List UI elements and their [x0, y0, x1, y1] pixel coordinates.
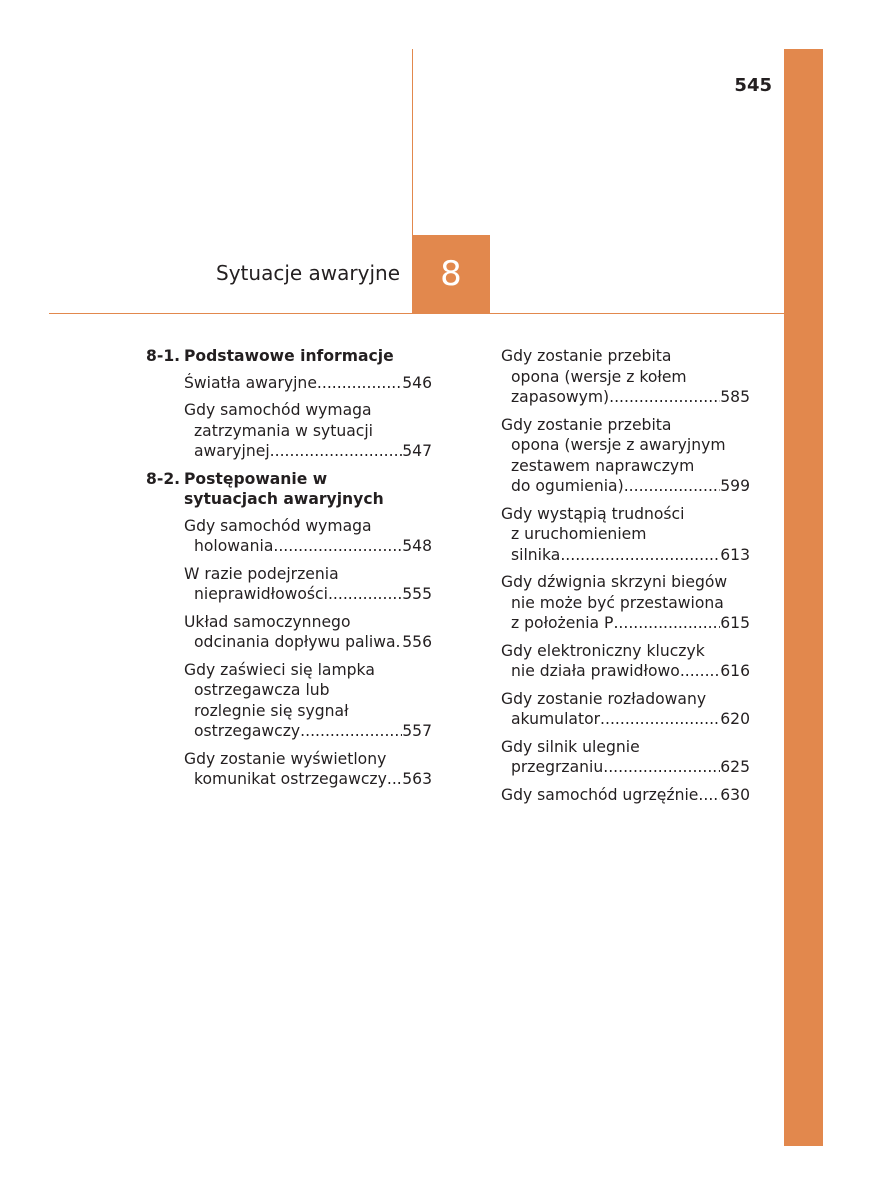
toc-entry-line: Gdy wystąpią trudności — [501, 504, 685, 523]
toc-entry-text: Gdy samochód ugrzęźnie — [501, 785, 699, 804]
toc-page-number: 546 — [402, 373, 432, 392]
toc-entry[interactable] — [501, 737, 750, 778]
toc-entry-line: Gdy zostanie przebita — [501, 415, 672, 434]
toc-entry-text: do ogumienia) — [511, 477, 624, 495]
toc-entry-line: rozlegnie się sygnał — [194, 701, 349, 720]
toc-entry-line: zestawem naprawczym — [511, 456, 695, 475]
toc-entry-text: akumulator — [511, 710, 601, 728]
toc-entry-line: opona (wersje z kołem — [511, 367, 687, 386]
chapter-number-box — [412, 235, 490, 313]
toc-entry-text: silnika — [511, 545, 561, 564]
toc-page-number: 620 — [720, 710, 750, 728]
chapter-title: Sytuacje awaryjne — [216, 261, 400, 285]
toc-entry-line: W razie podejrzenia — [184, 564, 339, 583]
toc-entry-last-line — [184, 769, 432, 790]
dot-leader — [609, 387, 720, 408]
toc-entry-line: z uruchomieniem — [511, 525, 647, 543]
toc-entry-line: Układ samoczynnego — [184, 612, 351, 631]
toc-page-number: 585 — [720, 388, 750, 406]
dot-leader — [603, 757, 720, 778]
toc-entry-last-line — [184, 536, 432, 557]
toc-entry-text: odcinania dopływu paliwa — [194, 633, 396, 651]
section-number: 8-1. — [146, 347, 181, 365]
toc-page-number: 555 — [402, 585, 432, 603]
toc-entry-last-line — [501, 661, 750, 682]
toc-entry[interactable] — [501, 572, 750, 634]
chapter-number: 8 — [440, 254, 462, 294]
dot-leader — [600, 709, 720, 730]
toc-entry-line: nie może być przestawiona — [511, 593, 724, 612]
toc-entry-text: holowania — [194, 537, 274, 555]
toc-entry[interactable] — [501, 415, 750, 497]
dot-leader — [387, 769, 402, 790]
toc-entry-line: Gdy elektroniczny kluczyk — [501, 641, 705, 660]
toc-entry-text: komunikat ostrzegawczy — [194, 770, 387, 788]
toc-entry[interactable] — [501, 689, 750, 730]
toc-entry-text: ostrzegawczy — [194, 722, 301, 740]
toc-entry[interactable] — [184, 660, 432, 742]
toc-page-number: 563 — [402, 770, 432, 788]
toc-entry-text: Światła awaryjne — [184, 373, 317, 392]
toc-entry-text: z położenia P — [511, 614, 614, 632]
toc-entry-last-line — [501, 785, 750, 806]
toc-entry[interactable] — [184, 400, 432, 462]
toc-left-column — [146, 346, 432, 797]
dot-leader — [698, 785, 720, 806]
toc-section-heading — [146, 346, 432, 367]
dot-leader — [680, 661, 720, 682]
toc-entry-text: zapasowym) — [511, 388, 610, 406]
toc-page-number: 615 — [720, 614, 750, 632]
toc-entry-text: przegrzaniu — [511, 758, 604, 776]
toc-entry-line: opona (wersje z awaryjnym — [511, 436, 726, 454]
toc-page-number: 547 — [402, 442, 432, 460]
toc-right-column — [501, 346, 750, 812]
section-title: Postępowanie w sytuacjach awaryjnych — [184, 469, 384, 508]
toc-entry-line: Gdy dźwignia skrzyni biegów — [501, 573, 728, 591]
dot-leader — [317, 373, 402, 394]
toc-entry-last-line — [501, 613, 750, 634]
toc-entry-line: Gdy zaświeci się lampka — [184, 660, 375, 679]
toc-entry-text: awaryjnej — [194, 442, 270, 460]
dot-leader — [624, 476, 721, 497]
toc-page-number: 616 — [720, 662, 750, 680]
dot-leader — [300, 721, 402, 742]
toc-entry[interactable] — [501, 504, 750, 566]
toc-entry-line: Gdy samochód wymaga — [184, 516, 372, 535]
toc-entry-last-line — [501, 387, 750, 408]
toc-section-heading — [146, 469, 432, 510]
dot-leader — [270, 441, 403, 462]
dot-leader — [328, 584, 402, 605]
toc-entry[interactable] — [501, 346, 750, 408]
toc-page-number: 613 — [720, 545, 750, 564]
toc-entry-last-line — [184, 721, 432, 742]
toc-entry-line: ostrzegawcza lub — [194, 681, 330, 699]
toc-entry-line: Gdy silnik ulegnie — [501, 737, 640, 756]
toc-page-number: 557 — [402, 722, 432, 740]
toc-entry-line: Gdy zostanie przebita — [501, 347, 672, 365]
section-number: 8-2. — [146, 469, 181, 488]
toc-entry[interactable] — [184, 749, 432, 790]
toc-entry[interactable] — [184, 564, 432, 605]
toc-entry-last-line — [184, 441, 432, 462]
toc-page-number: 625 — [720, 758, 750, 776]
toc-entry-last-line — [501, 545, 750, 566]
toc-entry-line: Gdy samochód wymaga — [184, 401, 372, 419]
toc-entry-text: nieprawidłowości — [194, 585, 328, 603]
toc-page-number: 630 — [720, 785, 750, 804]
toc-entry-last-line — [501, 757, 750, 778]
page-number: 545 — [734, 75, 772, 96]
toc-page-number: 599 — [720, 477, 750, 495]
toc-entry-line: Gdy zostanie wyświetlony — [184, 749, 387, 768]
dot-leader — [396, 632, 403, 653]
toc-entry-text: nie działa prawidłowo — [511, 662, 680, 680]
toc-entry-last-line — [501, 476, 750, 497]
toc-entry[interactable] — [501, 641, 750, 682]
dot-leader — [273, 536, 402, 557]
toc-entry[interactable] — [184, 612, 432, 653]
toc-entry-line: Gdy zostanie rozładowany — [501, 689, 707, 708]
section-title: Podstawowe informacje — [184, 347, 394, 365]
toc-entry[interactable] — [184, 373, 432, 394]
toc-entry-last-line — [501, 709, 750, 730]
toc-entry-last-line — [184, 632, 432, 653]
dot-leader — [560, 545, 720, 566]
toc-page-number: 556 — [402, 633, 432, 651]
toc-entry-last-line — [184, 584, 432, 605]
horizontal-rule — [49, 313, 784, 314]
dot-leader — [613, 613, 720, 634]
chapter-thumb-tab — [784, 49, 823, 1146]
toc-entry[interactable] — [501, 785, 750, 806]
toc-entry[interactable] — [184, 516, 432, 557]
toc-entry-line: zatrzymania w sytuacji — [194, 421, 374, 440]
toc-page-number: 548 — [402, 537, 432, 555]
toc-entry-last-line — [184, 373, 432, 394]
